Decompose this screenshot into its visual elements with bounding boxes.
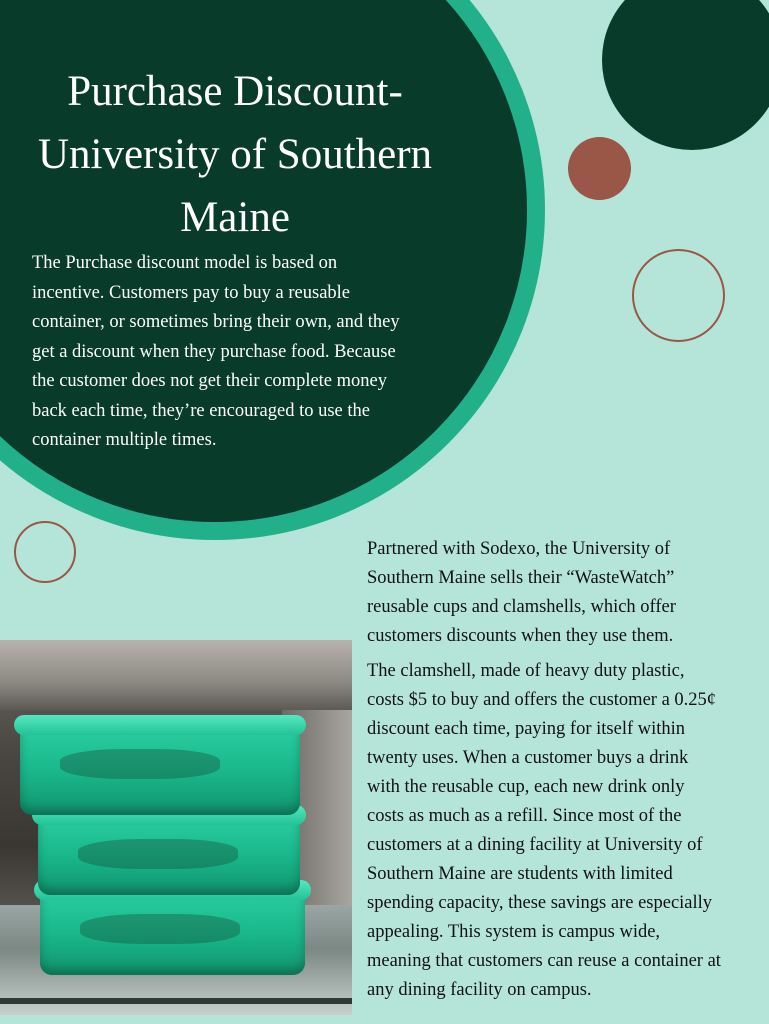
body-line: customers discounts when they use them.: [367, 626, 674, 646]
decor-dark-circle: [602, 0, 769, 150]
body-line: costs as much as a refill. Since most of the: [367, 806, 682, 826]
clamshell-middle: [38, 805, 300, 895]
photo-hood: [0, 640, 352, 710]
body-line: The clamshell, made of heavy duty plastic,: [367, 661, 685, 681]
body-line: Southern Maine are students with limited: [367, 864, 673, 884]
intro-line: back each time, they’re encouraged to use the: [32, 400, 370, 421]
body-line: Partnered with Sodexo, the University of: [367, 539, 671, 559]
intro-line: incentive. Customers pay to buy a reusable: [32, 282, 351, 303]
intro-line: the customer does not get their complete money: [32, 371, 387, 391]
intro-line: container, or sometimes bring their own, and they: [32, 312, 400, 332]
title-line: Maine: [180, 194, 290, 241]
body-line: discount each time, paying for itself within: [367, 719, 686, 739]
intro-line: The Purchase discount model is based on: [32, 253, 338, 273]
body-line: meaning that customers can reuse a container at: [367, 951, 721, 971]
clamshell-top: [20, 715, 300, 815]
title-line: University of Southern: [37, 131, 433, 178]
body-line: customers at a dining facility at University of: [367, 835, 703, 855]
body-line: reusable cups and clamshells, which offer: [367, 597, 676, 617]
decor-ring-left: [14, 521, 76, 583]
clamshell-photo: [0, 640, 352, 1015]
body-paragraph-2: [367, 657, 767, 1005]
body-paragraph-1: [367, 535, 767, 651]
decor-brown-dot: [568, 137, 631, 200]
body-line: appealing. This system is campus wide,: [367, 922, 661, 942]
body-line: twenty uses. When a customer buys a drink: [367, 748, 689, 768]
intro-line: container multiple times.: [32, 430, 217, 450]
decor-ring-right: [632, 249, 725, 342]
body-line: spending capacity, these savings are especially: [367, 893, 713, 913]
body-line: with the reusable cup, each new drink only: [367, 777, 685, 797]
intro-paragraph: [32, 249, 472, 456]
title-line: Purchase Discount-: [67, 68, 403, 115]
page-title: [20, 60, 450, 249]
body-line: any dining facility on campus.: [367, 980, 592, 1000]
body-column: [367, 535, 767, 1011]
intro-line: get a discount when they purchase food. Because: [32, 341, 396, 362]
body-line: costs $5 to buy and offers the customer a 0.25¢: [367, 690, 717, 710]
photo-glass-edge: [0, 998, 352, 1004]
body-line: Southern Maine sells their “WasteWatch”: [367, 568, 675, 588]
